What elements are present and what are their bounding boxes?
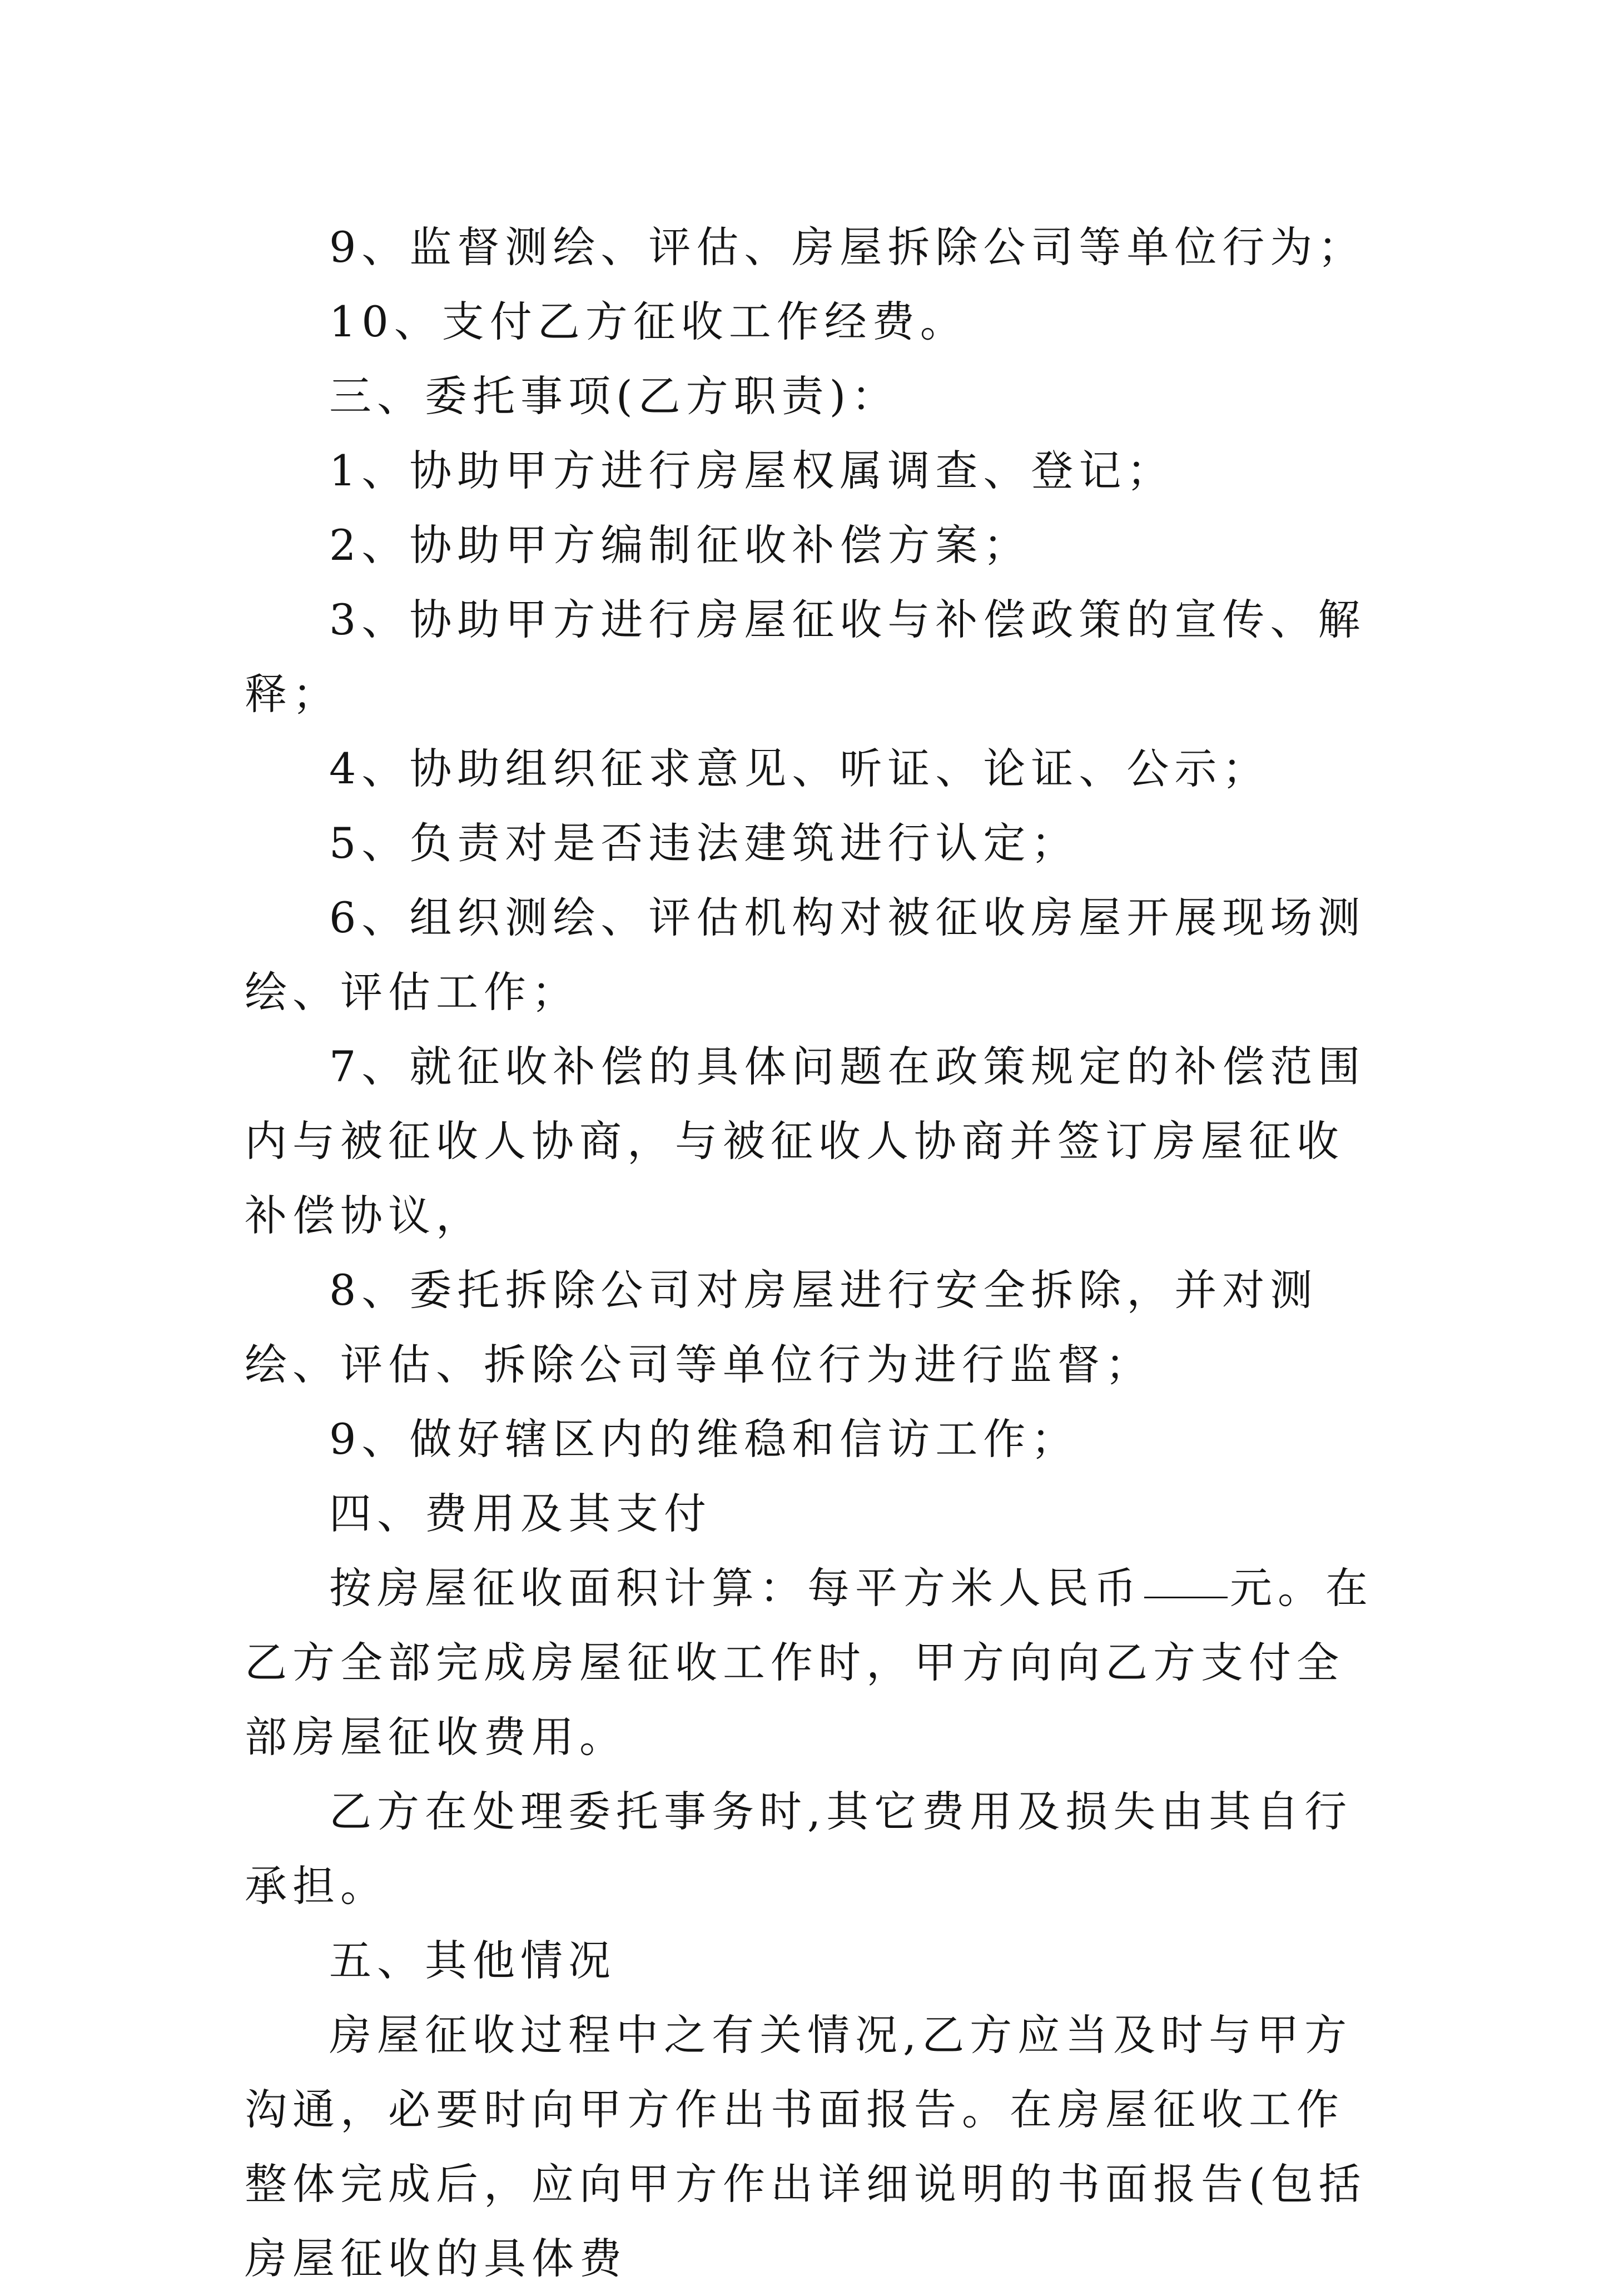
paragraph-item-10-pay: 10、支付乙方征收工作经费。 (329, 297, 968, 346)
paragraph-duty-4: 4、协助组织征求意见、听证、论证、公示； (329, 744, 1270, 793)
fee-amount-blank (1144, 1554, 1228, 1598)
paragraph-duty-7: 7、就征收补偿的具体问题在政策规定的补偿范围内与被征收人协商，与被征收人协商并签订房屋征收补偿协议， (245, 1042, 1366, 1240)
paragraph-duty-9: 9、做好辖区内的维稳和信访工作； (329, 1414, 1079, 1464)
section-heading-three: 三、委托事项(乙方职责)： (329, 371, 900, 421)
paragraph-other-costs: 乙方在处理委托事务时,其它费用及损失由其自行承担。 (245, 1787, 1353, 1911)
paragraph-duty-3: 3、协助甲方进行房屋征收与补偿政策的宣传、解释； (245, 595, 1366, 719)
paragraph-duty-2: 2、协助甲方编制征收补偿方案； (329, 520, 1031, 570)
fee-paragraph (245, 1551, 1379, 1775)
paragraph-item-9-supervise: 9、监督测绘、评估、房屋拆除公司等单位行为； (329, 222, 1366, 272)
fee-text-before: 按房屋征收面积计算：每平方米人民币 (329, 1563, 1142, 1613)
paragraph-duty-1: 1、协助甲方进行房屋权属调查、登记； (329, 446, 1175, 495)
section-heading-four: 四、费用及其支付 (329, 1489, 712, 1538)
paragraph-duty-5: 5、负责对是否违法建筑进行认定； (329, 818, 1079, 868)
fee-text-after: 元。在乙方全部完成房屋征收工作时，甲方向向乙方支付全部房屋征收费用。 (245, 1563, 1373, 1762)
document-body (245, 210, 1379, 2296)
paragraph-other-situations: 房屋征收过程中之有关情况,乙方应当及时与甲方沟通，必要时向甲方作出书面报告。在房屋征收工作整体完成后，应向甲方作出详细说明的书面报告(包括房屋征收的具体费 (245, 2010, 1367, 2283)
paragraph-duty-6: 6、组织测绘、评估机构对被征收房屋开展现场测绘、评估工作； (245, 893, 1366, 1017)
section-heading-five: 五、其他情况 (329, 1936, 616, 1985)
paragraph-duty-8: 8、委托拆除公司对房屋进行安全拆除，并对测绘、评估、拆除公司等单位行为进行监督； (245, 1265, 1318, 1389)
